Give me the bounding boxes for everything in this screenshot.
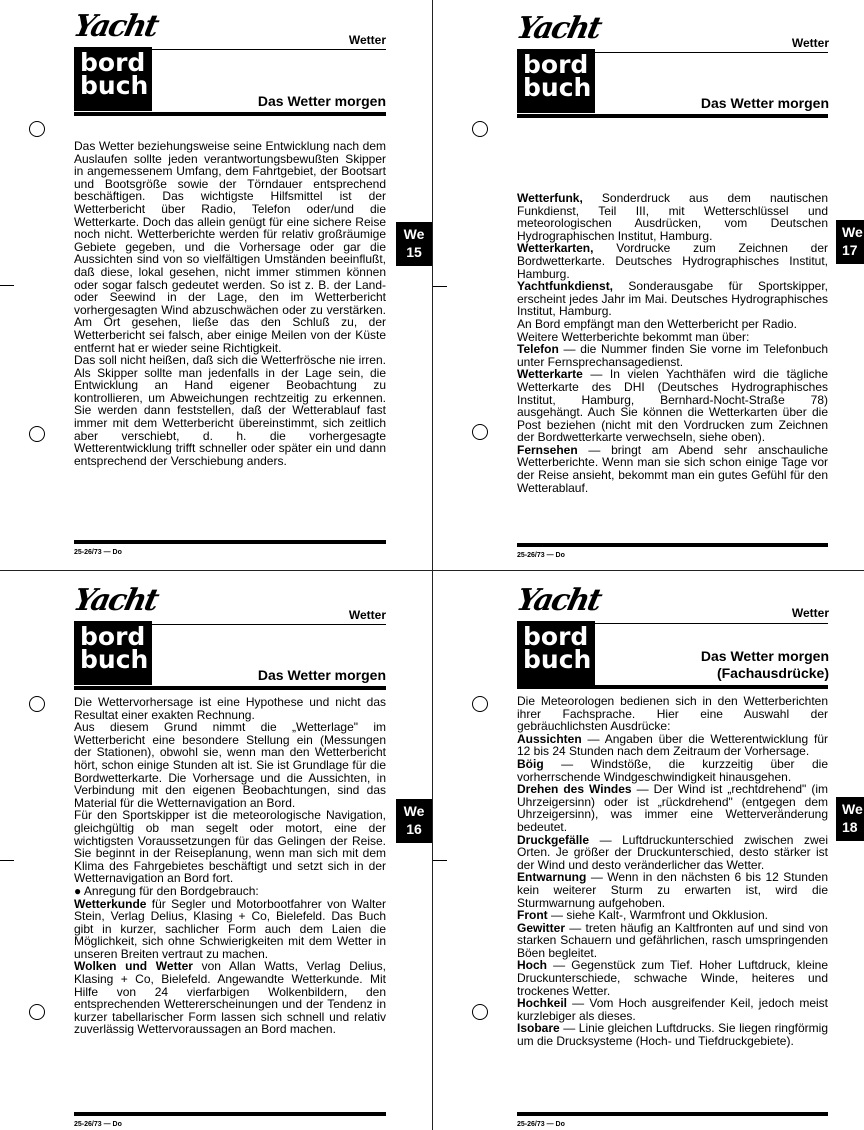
- paragraph: Die Wettervorhersage ist eine Hypothese und nicht das Resultat einer exakten Rechnung.: [74, 695, 386, 722]
- entry: Gewitter — treten häufig an Kaltfronten auf und sind von starken Schauern und gefährlichen, rasch umspringenden Böen begleitet.: [517, 920, 828, 960]
- punch-hole-bottom: [29, 1004, 45, 1020]
- paragraph: Für den Sportskipper ist die meteorologische Navigation, gleichgültig ob man segelt oder motort, eine der wichtigsten Voraussetzungen für das Gelingen der Reise. Sie beginnt in der Reiseplanung, wenn man sich mit dem Klima des Fahrgebietes beschäftigt und setzt sich in der Wetternavigation an Bord fort.: [74, 808, 386, 886]
- paragraph: Die Meteorologen bedienen sich in den Wetterberichten ihrer Fachsprache. Hier eine Auswahl der gebräuchlichsten Ausdrücke:: [517, 694, 828, 734]
- entry: Drehen des Windes — Der Wind ist „rechtdrehend" (im Uhrzeigersinn) oder ist „rückdrehend" (entgegen dem Uhrzeigersinn), was immer eine Wetterveränderung bedeutet.: [517, 782, 828, 834]
- paragraph: Das soll nicht heißen, daß sich die Wetterfrösche nie irren. Als Skipper sollte man jedenfalls in der Lage sein, die Entwicklung an Hand eigener Beobachtung zu kontrollieren, um Abweichungen rechtzeitig zu erkennen. Sie werden dann feststellen, daß der Wetterablauf fast immer mit dem Wetterbericht übereinstimmt, sich zeitlich aber verschiebt, d. h. die vorhergesagte Wetterentwicklung trifft schneller oder später ein und dann entsprechend der Verschiebung anders.: [74, 353, 386, 468]
- paragraph: Das Wetter beziehungsweise seine Entwicklung nach dem Auslaufen sollte jeden verantwortungsbewußten Skipper in angemessenem Umfang, dem Fahrtgebiet, der Bootsart und Bootsgröße sowie der Törndauer entsprechend beschäftigen. Das wichtigste Hilfsmittel ist der Wetterbericht über Radio, Telefon oder/und die Wetterkarte. Doch das allein genügt für eine sichere Reise noch nicht. Wetterberichte werden für relativ großräumige Gebiete gegeben, und die Vorhersage oder gar die Aussichten sind von so vielfältigen Umständen beeinflußt, daß diese, lokal gesehen, nicht immer stimmen können oder sogar falsch gedeutet werden. So ist z. B. der Land- oder Seewind in der Lage, den im Wetterbericht vorhergesagten Wind abzuschwächen oder zu verstärken. Am Ort gesehen, ließe das den Schluß zu, der Wetterbericht sei falsch, aber einige Meilen von der Küste entfernt hat er wieder seine Richtigkeit.: [74, 139, 386, 355]
- footer-code: 25-26/73 — Do: [74, 549, 122, 556]
- header-rule: [595, 52, 828, 53]
- yacht-logo: Yacht: [70, 583, 161, 618]
- header-rule: [595, 623, 828, 624]
- fold-mark: [0, 285, 14, 286]
- card-we-16: [0, 571, 432, 1130]
- entry: Weitere Wetterberichte bekommt man über:: [517, 329, 750, 344]
- footer-code: 25-26/73 — Do: [517, 552, 565, 559]
- bordbuch-logo: bord buch: [517, 49, 595, 113]
- footer-rule: [74, 1112, 386, 1116]
- fold-mark: [433, 286, 447, 287]
- register-tab: We 15: [396, 222, 432, 266]
- section-label: Wetter: [791, 606, 829, 620]
- entry: An Bord empfängt man den Wetterbericht per Radio.: [517, 316, 797, 331]
- title-rule: [517, 114, 828, 118]
- entry: Telefon — die Nummer finden Sie vorne im Telefonbuch unter Fernsprechansagedienst.: [517, 342, 828, 369]
- section-label: Wetter: [348, 33, 386, 47]
- card-title: Das Wetter morgen: [257, 93, 386, 109]
- card-title: Das Wetter morgen (Fachausdrücke): [700, 648, 829, 681]
- register-tab: We 17: [836, 220, 864, 264]
- bordbuch-logo: bord buch: [74, 621, 152, 685]
- yacht-logo: Yacht: [513, 583, 604, 618]
- paragraph: Aus diesem Grund nimmt die „Wetterlage" im Wetterbericht eine besondere Stellung ein (Messungen der Stationen), obwohl sie, wenn man den Wetterbericht hört, schon einige Stunden alt ist. Sie ist Grundlage für die Bordwetterkarte. Die Vorhersage und die Aussichten, in Verbindung mit den eigenen Beobachtungen, sind das Material für die Wetternavigation an Bord.: [74, 720, 386, 810]
- punch-hole-top: [472, 121, 488, 137]
- title-rule: [74, 112, 386, 116]
- register-tab: We 16: [396, 799, 432, 843]
- entry: Yachtfunkdienst, Sonderausgabe für Sportskipper, erscheint jedes Jahr im Mai. Deutsches Hydrographisches Institut, Hamburg.: [517, 279, 828, 319]
- entry: Wetterfunk, Sonderdruck aus dem nautischen Funkdienst, Teil III, mit Wetterschlüssel und meteorologischen Ausdrücken, vom Deutschen Hydrographischen Institut, Hamburg.: [517, 191, 828, 243]
- entry: Wolken und Wetter von Allan Watts, Verlag Delius, Klasing + Co, Bielefeld. Angewandte Wetterkunde. Mit Hilfe von 24 vierfarbigen Wolkenbildern, den entsprechenden Wettererscheinungen und der Tendenz in kurzer tabellarischer Form lassen sich schnell und relativ zuverlässig Wettervoraussagen an Bord machen.: [74, 959, 386, 1037]
- header-rule: [152, 624, 386, 625]
- entry: Wetterkarte — In vielen Yachthäfen wird die tägliche Wetterkarte des DHI (Deutsches Hydrographisches Institut, Hamburg, Bernhard-Nocht-Straße 78) ausgehängt. Auch Sie können die Wetterkarten über die Post beziehen (nicht mit den Vordrucken zum Zeichnen der Bordwetterkarte verwechseln, siehe oben).: [517, 367, 828, 445]
- title-rule: [517, 685, 828, 689]
- bordbuch-logo: bord buch: [517, 621, 595, 685]
- punch-hole-bottom: [472, 1004, 488, 1020]
- footer-rule: [74, 540, 386, 544]
- punch-hole-top: [29, 121, 45, 137]
- entry: Front — siehe Kalt-, Warmfront und Okklusion.: [517, 908, 768, 923]
- card-body: [74, 696, 386, 1036]
- card-title: Das Wetter morgen: [257, 667, 386, 683]
- entry: Wetterkarten, Vordrucke zum Zeichnen der Bordwetterkarte. Deutsches Hydrographisches Institut, Hamburg.: [517, 241, 828, 281]
- yacht-logo: Yacht: [70, 9, 161, 44]
- punch-hole-bottom: [29, 426, 45, 442]
- entry: Hochkeil — Vom Hoch ausgreifender Keil, jedoch meist kurzlebiger als dieses.: [517, 996, 828, 1023]
- card-body: [517, 192, 828, 494]
- entry: Fernsehen — bringt am Abend sehr anschauliche Wetterberichte. Wenn man sie sich schon einige Tage vor der Reise ansieht, bekommt man ein gutes Gefühl für den Wetterablauf.: [517, 442, 828, 495]
- fold-mark: [433, 860, 447, 861]
- register-tab: We 18: [836, 797, 864, 841]
- punch-hole-bottom: [472, 424, 488, 440]
- card-body: [74, 140, 386, 467]
- footer-rule: [517, 1112, 828, 1116]
- title-rule: [74, 686, 386, 690]
- header-rule: [152, 49, 386, 50]
- entry: Entwarnung — Wenn in den nächsten 6 bis 12 Stunden kein weiterer Sturm zu erwarten ist, wird die Sturmwarnung aufgehoben.: [517, 870, 828, 910]
- section-label: Wetter: [791, 36, 829, 50]
- card-body: [517, 695, 828, 1048]
- punch-hole-top: [472, 696, 488, 712]
- paragraph: ● Anregung für den Bordgebrauch:: [74, 883, 259, 898]
- entry: Druckgefälle — Luftdruckunterschied zwischen zwei Orten. Je größer der Druckunterschied, desto stärker ist der Wind und desto veränderlicher das Wetter.: [517, 832, 828, 872]
- entry: Aussichten — Angaben über die Wetterentwicklung für 12 bis 24 Stunden nach dem Zeitraum der Vorhersage.: [517, 731, 828, 759]
- card-title: Das Wetter morgen: [700, 95, 829, 111]
- yacht-logo: Yacht: [513, 11, 604, 46]
- card-we-18: [433, 571, 864, 1130]
- entry: Wetterkunde für Segler und Motorbootfahrer von Walter Stein, Verlag Delius, Klasing + Co, Bielefeld. Das Buch gibt in kurzer, sachlicher Form auch dem Laien die Möglichkeit, sich ohne Schwierigkeiten mit dem Wetter in unseren Breiten vertraut zu machen.: [74, 896, 386, 961]
- card-we-15: [0, 0, 432, 570]
- card-we-17: [433, 0, 864, 570]
- section-label: Wetter: [348, 608, 386, 622]
- footer-rule: [517, 543, 828, 547]
- footer-code: 25-26/73 — Do: [74, 1121, 122, 1128]
- punch-hole-top: [29, 696, 45, 712]
- entry: Hoch — Gegenstück zum Tief. Hoher Luftdruck, kleine Druckunterschiede, schwache Winde, heiteres und trockenes Wetter.: [517, 958, 828, 998]
- fold-mark: [0, 860, 14, 861]
- bordbuch-logo: bord buch: [74, 47, 152, 111]
- entry: Böig — Windstöße, die kurzzeitig über die vorherrschende Windgeschwindigkeit hinausgehen.: [517, 756, 828, 784]
- footer-code: 25-26/73 — Do: [517, 1121, 565, 1128]
- entry: Isobare — Linie gleichen Luftdrucks. Sie liegen ringförmig um die Drucksysteme (Hoch- und Tiefdruckgebiete).: [517, 1021, 828, 1049]
